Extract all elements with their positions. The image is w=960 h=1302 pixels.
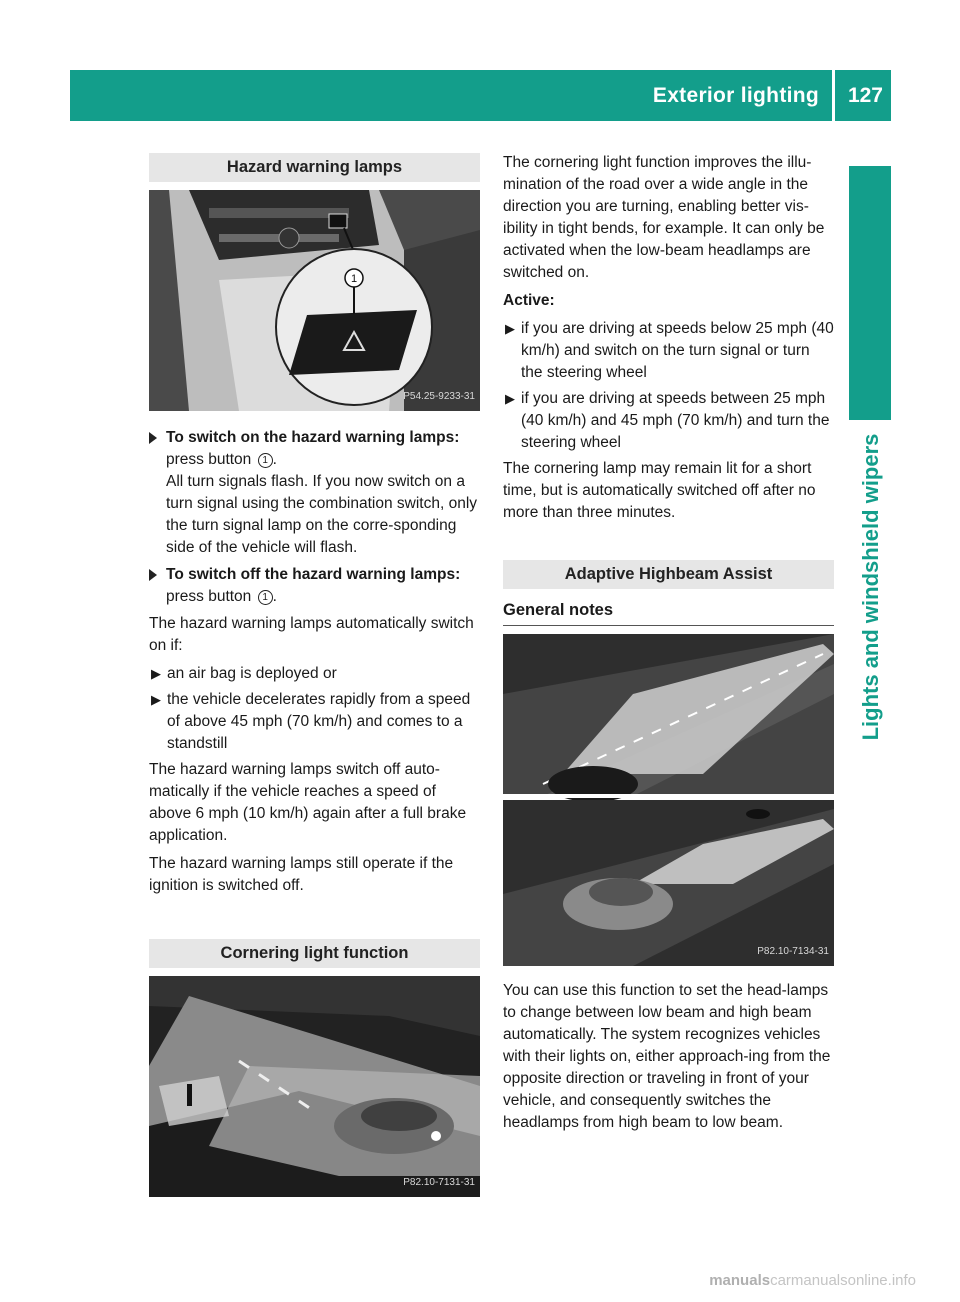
bullet-icon: ▶ — [151, 666, 161, 681]
hazard-switch-illustration — [149, 190, 480, 411]
list-item: ▶ an air bag is deployed or — [149, 663, 480, 685]
figure-ref: P82.10-7134-31 — [757, 946, 829, 957]
figure-ref: P82.10-7131-31 — [403, 1177, 475, 1188]
hazard-switch-figure — [149, 190, 480, 411]
footer-watermark: manualscarmanualsonline.info — [709, 1272, 916, 1289]
section-highbeam-heading: Adaptive Highbeam Assist — [503, 560, 834, 589]
header-separator — [832, 70, 835, 121]
page-number: 127 — [847, 84, 883, 107]
cornering-figure — [149, 976, 480, 1197]
list-item: ▶ if you are driving at speeds between 25 mph (40 km/h) and 45 mph (70 km/h) and turn the steering wheel — [505, 390, 830, 451]
header-title: Exterior lighting — [652, 84, 819, 107]
figure-ref: P54.25-9233-31 — [403, 391, 475, 402]
step-switch-off: To switch off the hazard warning lamps: press button 1 . — [149, 564, 480, 608]
step-arrow-icon — [149, 432, 157, 444]
step-text: press button — [166, 451, 252, 468]
button-ref-icon: 1 — [258, 590, 273, 605]
subheading-general-notes: General notes — [503, 599, 834, 626]
button-ref-icon: 1 — [258, 453, 273, 468]
auto-off-text: The hazard warning lamps switch off auto-matically if the vehicle reaches a speed of above 6 mph (10 km/h) again after a full brake application. — [149, 761, 467, 844]
highbeam-text: You can use this function to set the head-lamps to change between low beam and high beam automatically. The system recognizes vehicles with their lights on, either approach-ing from the opposite direction or traveling in front of your vehicle, and consequently switches the headlamps from high beam to low beam. — [503, 982, 831, 1131]
step-title: To switch on the hazard warning lamps: — [166, 429, 460, 446]
highbeam-figure — [503, 634, 834, 966]
callout-number: 1 — [350, 273, 358, 285]
ignition-text: The hazard warning lamps still operate if the ignition is switched off. — [149, 855, 454, 894]
section-cornering-heading: Cornering light function — [149, 939, 480, 968]
highbeam-illustration — [503, 634, 834, 966]
side-tab — [849, 166, 891, 420]
cornering-illustration — [149, 976, 480, 1197]
page-header — [70, 70, 891, 121]
step-detail: All turn signals flash. If you now switch on a turn signal using the combination switch, only the turn signal lamp on the corre-sponding side of the vehicle will flash. — [166, 473, 478, 556]
right-column — [503, 152, 834, 1140]
list-item: ▶ the vehicle decelerates rapidly from a speed of above 45 mph (70 km/h) and comes to a standstill — [151, 691, 471, 752]
bullet-icon: ▶ — [151, 692, 161, 707]
side-tab-label-box — [856, 430, 886, 744]
list-item: ▶ if you are driving at speeds below 25 mph (40 km/h) and switch on the turn signal or turn the steering wheel — [505, 320, 834, 381]
side-tab-label: Lights and windshield wipers — [858, 433, 883, 741]
bullet-icon: ▶ — [505, 321, 515, 336]
step-switch-on: To switch on the hazard warning lamps: press button 1 . All turn signals flash. If you now switch on a turn signal using the combination switch, only the turn signal lamp on the corre-sponding side of the vehicle will flash. — [149, 427, 480, 559]
left-column — [149, 153, 480, 1197]
section-hazard-heading: Hazard warning lamps — [149, 153, 480, 182]
bullet-icon: ▶ — [505, 391, 515, 406]
cornering-intro: The cornering light function improves the illu-mination of the road over a wide angle in the direction you are turning, enabling better vis-ibility in tight bends, for example. It can only be activated when the low-beam headlamps are switched on. — [503, 154, 825, 281]
step-arrow-icon — [149, 569, 157, 581]
step-title: To switch off the hazard warning lamps: — [166, 566, 461, 583]
cornering-outro: The cornering lamp may remain lit for a short time, but is automatically switched off after no more than three minutes. — [503, 460, 816, 521]
step-text: press button — [166, 588, 252, 605]
active-label: Active: — [503, 292, 555, 309]
auto-intro: The hazard warning lamps automatically switch on if: — [149, 615, 474, 654]
